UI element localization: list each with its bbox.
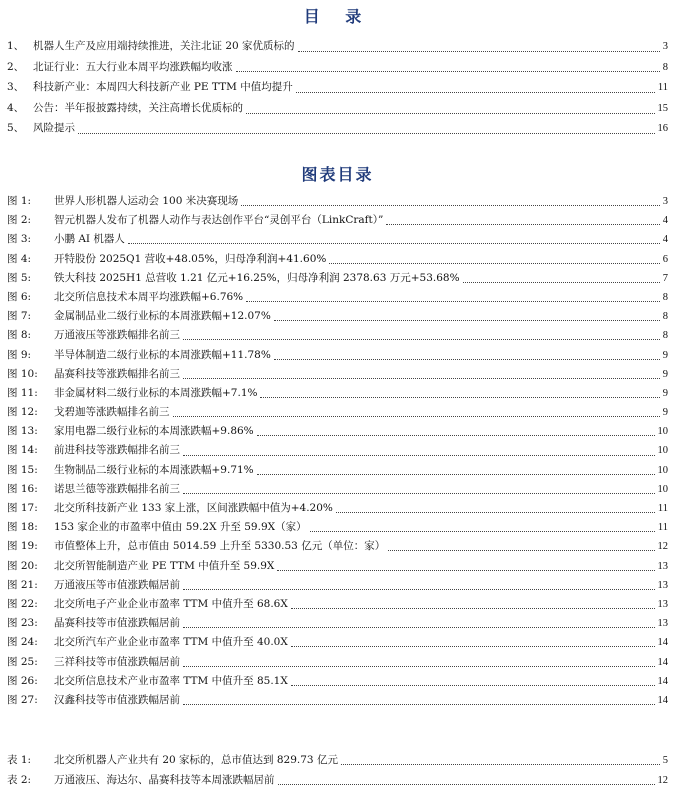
entry-number: 5、 bbox=[7, 122, 25, 135]
entry-title: 北交所智能制造产业 PE TTM 中值升至 59.9X bbox=[54, 559, 275, 572]
dot-leader bbox=[183, 378, 660, 379]
entry-number: 图 20: bbox=[7, 559, 38, 572]
entry-number: 3、 bbox=[7, 81, 25, 94]
toc-entry[interactable] bbox=[7, 59, 668, 80]
entry-title: 市值整体上升，总市值由 5014.59 上升至 5330.53 亿元（单位：家） bbox=[54, 540, 386, 553]
dot-leader bbox=[183, 627, 655, 628]
dot-leader bbox=[341, 764, 660, 765]
entry-title: 世界人形机器人运动会 100 米决赛现场 bbox=[54, 195, 239, 207]
page-number: 14 bbox=[657, 675, 668, 687]
figure-entry[interactable] bbox=[7, 347, 668, 366]
entry-title: 北交所电子产业企业市盈率 TTM 中值升至 68.6X bbox=[54, 597, 288, 610]
entry-number: 图 24: bbox=[7, 636, 38, 649]
dot-leader bbox=[274, 359, 660, 360]
figure-entry[interactable] bbox=[7, 673, 668, 692]
entry-number: 图 16: bbox=[7, 482, 38, 495]
page-number: 9 bbox=[662, 387, 668, 399]
dot-leader bbox=[128, 243, 660, 244]
entry-number: 2、 bbox=[7, 60, 25, 73]
entry-number: 图 2: bbox=[7, 214, 32, 227]
entry-number: 图 9: bbox=[7, 348, 32, 361]
entry-title: 公告：半年报披露持续，关注高增长优质标的 bbox=[33, 101, 243, 114]
dot-leader bbox=[183, 493, 655, 494]
figure-list bbox=[7, 193, 668, 711]
page-number: 3 bbox=[662, 196, 668, 207]
figure-entry[interactable] bbox=[7, 404, 668, 423]
figure-entry[interactable] bbox=[7, 462, 668, 481]
dot-leader bbox=[257, 435, 655, 436]
entry-number: 4、 bbox=[7, 101, 25, 114]
figure-entry[interactable] bbox=[7, 270, 668, 289]
entry-number: 图 10: bbox=[7, 367, 38, 380]
page-number: 8 bbox=[662, 330, 668, 342]
page-number: 14 bbox=[657, 656, 668, 668]
entry-number: 图 6: bbox=[7, 290, 32, 303]
entry-title: 北交所机器人产业共有 20 家标的，总市值达到 829.73 亿元 bbox=[54, 754, 338, 766]
entry-number: 表 2: bbox=[7, 773, 32, 786]
figure-entry[interactable] bbox=[7, 308, 668, 327]
entry-title: 家用电器二级行业标的本周涨跌幅+9.86% bbox=[54, 425, 254, 438]
page-number: 10 bbox=[657, 426, 668, 438]
figure-entry[interactable] bbox=[7, 423, 668, 442]
page-number: 11 bbox=[657, 503, 668, 514]
entry-title: 生物制品二级行业标的本周涨跌幅+9.71% bbox=[54, 463, 254, 476]
entry-title: 开特股份 2025Q1 营收+48.05%，归母净利润+41.60% bbox=[54, 252, 327, 265]
entry-title: 北交所信息技术产业市盈率 TTM 中值升至 85.1X bbox=[54, 674, 288, 687]
page-number: 11 bbox=[657, 522, 668, 534]
dot-leader bbox=[274, 320, 660, 321]
entry-number: 图 21: bbox=[7, 578, 38, 591]
page-number: 16 bbox=[657, 123, 668, 135]
entry-number: 图 25: bbox=[7, 655, 38, 668]
page-number: 13 bbox=[657, 560, 668, 572]
entry-title: 科技新产业：本周四大科技新产业 PE TTM 中值均提升 bbox=[33, 81, 293, 94]
toc-entry[interactable] bbox=[7, 120, 668, 141]
figure-entry[interactable] bbox=[7, 327, 668, 346]
dot-leader bbox=[388, 550, 654, 551]
figure-entry[interactable] bbox=[7, 251, 668, 270]
page-number: 10 bbox=[657, 483, 668, 495]
toc-list bbox=[7, 38, 668, 141]
dot-leader bbox=[183, 589, 655, 590]
entry-number: 图 3: bbox=[7, 233, 32, 246]
dot-leader bbox=[277, 570, 654, 571]
dot-leader bbox=[298, 51, 660, 52]
entry-number: 图 18: bbox=[7, 521, 38, 534]
dot-leader bbox=[183, 339, 660, 340]
page-number: 13 bbox=[657, 579, 668, 591]
toc-title: 目 录 bbox=[303, 7, 372, 26]
page-number: 13 bbox=[657, 618, 668, 630]
entry-number: 图 14: bbox=[7, 444, 38, 457]
entry-number: 图 27: bbox=[7, 693, 38, 706]
dot-leader bbox=[386, 224, 659, 225]
figure-entry[interactable] bbox=[7, 615, 668, 634]
figure-entry[interactable] bbox=[7, 366, 668, 385]
figure-entry[interactable] bbox=[7, 538, 668, 557]
entry-title: 诺思兰德等涨跌幅排名前三 bbox=[54, 482, 180, 495]
dot-leader bbox=[310, 531, 655, 532]
figure-entry[interactable] bbox=[7, 519, 668, 538]
entry-title: 三祥科技等市值涨跌幅居前 bbox=[54, 655, 180, 668]
page-number: 11 bbox=[657, 82, 668, 94]
entry-title: 万通液压等市值涨跌幅居前 bbox=[54, 578, 180, 591]
entry-title: 戈碧迦等涨跌幅排名前三 bbox=[54, 406, 170, 419]
page-number: 4 bbox=[662, 215, 668, 227]
entry-number: 图 13: bbox=[7, 425, 38, 438]
entry-number: 图 5: bbox=[7, 271, 32, 284]
page-number: 9 bbox=[662, 349, 668, 361]
page-number: 12 bbox=[657, 774, 668, 786]
table-list bbox=[7, 752, 668, 789]
table-entry[interactable] bbox=[7, 752, 668, 772]
page-number: 8 bbox=[662, 291, 668, 303]
entry-title: 北交所科技新产业 133 家上涨，区间涨跌幅中值为+4.20% bbox=[54, 502, 333, 514]
figure-entry[interactable] bbox=[7, 193, 668, 212]
figure-entry[interactable] bbox=[7, 212, 668, 231]
page-number: 7 bbox=[662, 272, 668, 284]
toc-entry[interactable] bbox=[7, 38, 668, 59]
page-number: 6 bbox=[662, 253, 668, 265]
figure-entry[interactable] bbox=[7, 634, 668, 653]
entry-number: 图 1: bbox=[7, 195, 32, 207]
dot-leader bbox=[257, 474, 655, 475]
entry-title: 铁大科技 2025H1 总营收 1.21 亿元+16.25%，归母净利润 2378.63 万元+53.68% bbox=[54, 271, 460, 284]
dot-leader bbox=[260, 397, 659, 398]
entry-number: 表 1: bbox=[7, 754, 32, 766]
entry-title: 智元机器人发布了机器人动作与表达创作平台“灵创平台（LinkCraft）” bbox=[54, 214, 384, 227]
figure-entry[interactable] bbox=[7, 289, 668, 308]
entry-number: 1、 bbox=[7, 40, 25, 52]
entry-number: 图 26: bbox=[7, 674, 38, 687]
figure-entry[interactable] bbox=[7, 442, 668, 461]
page-number: 15 bbox=[657, 102, 668, 114]
toc-entry[interactable] bbox=[7, 100, 668, 121]
entry-title: 万通液压等涨跌幅排名前三 bbox=[54, 329, 180, 342]
entry-number: 图 7: bbox=[7, 310, 32, 323]
dot-leader bbox=[336, 512, 655, 513]
page-number: 14 bbox=[657, 694, 668, 706]
figure-entry[interactable] bbox=[7, 654, 668, 673]
figure-entry[interactable] bbox=[7, 481, 668, 500]
entry-title: 机器人生产及应用端持续推进，关注北证 20 家优质标的 bbox=[33, 40, 295, 52]
entry-number: 图 12: bbox=[7, 406, 38, 419]
page-number: 9 bbox=[662, 368, 668, 380]
entry-number: 图 15: bbox=[7, 463, 38, 476]
entry-number: 图 22: bbox=[7, 597, 38, 610]
entry-title: 风险提示 bbox=[33, 122, 75, 135]
entry-title: 晶赛科技等涨跌幅排名前三 bbox=[54, 367, 180, 380]
figure-entry[interactable] bbox=[7, 596, 668, 615]
entry-number: 图 4: bbox=[7, 252, 32, 265]
page-number: 14 bbox=[657, 637, 668, 649]
page-number: 4 bbox=[662, 234, 668, 246]
figure-list-title: 图表目录 bbox=[301, 165, 374, 184]
dot-leader bbox=[173, 416, 660, 417]
entry-title: 前进科技等涨跌幅排名前三 bbox=[54, 444, 180, 457]
entry-title: 非金属材料二级行业标的本周涨跌幅+7.1% bbox=[54, 386, 258, 399]
figure-entry[interactable] bbox=[7, 558, 668, 577]
page-number: 8 bbox=[662, 61, 668, 73]
page-number: 3 bbox=[662, 41, 668, 52]
entry-title: 153 家企业的市盈率中值由 59.2X 升至 59.9X（家） bbox=[54, 521, 307, 534]
toc-entry[interactable] bbox=[7, 79, 668, 100]
dot-leader bbox=[291, 685, 655, 686]
entry-title: 半导体制造二级行业标的本周涨跌幅+11.78% bbox=[54, 348, 271, 361]
entry-number: 图 17: bbox=[7, 502, 38, 514]
dot-leader bbox=[291, 608, 655, 609]
page-number: 13 bbox=[657, 598, 668, 610]
figure-entry[interactable] bbox=[7, 577, 668, 596]
table-entry[interactable] bbox=[7, 772, 668, 789]
dot-leader bbox=[463, 282, 660, 283]
dot-leader bbox=[291, 646, 655, 647]
entry-title: 万通液压、海达尔、晶赛科技等本周涨跌幅居前 bbox=[54, 773, 275, 786]
entry-title: 小鹏 AI 机器人 bbox=[54, 233, 125, 246]
page-number: 9 bbox=[662, 407, 668, 419]
dot-leader bbox=[246, 113, 655, 114]
dot-leader bbox=[236, 71, 660, 72]
entry-title: 金属制品业二级行业标的本周涨跌幅+12.07% bbox=[54, 310, 271, 323]
entry-number: 图 11: bbox=[7, 386, 38, 399]
figure-entry[interactable] bbox=[7, 385, 668, 404]
entry-number: 图 8: bbox=[7, 329, 32, 342]
dot-leader bbox=[183, 704, 655, 705]
dot-leader bbox=[78, 133, 655, 134]
figure-entry[interactable] bbox=[7, 500, 668, 519]
page-number: 5 bbox=[662, 755, 668, 766]
entry-title: 汉鑫科技等市值涨跌幅居前 bbox=[54, 693, 180, 706]
figure-entry[interactable] bbox=[7, 231, 668, 250]
entry-number: 图 19: bbox=[7, 540, 38, 553]
entry-number: 图 23: bbox=[7, 617, 38, 630]
entry-title: 北交所汽车产业企业市盈率 TTM 中值升至 40.0X bbox=[54, 636, 288, 649]
page-number: 10 bbox=[657, 445, 668, 457]
dot-leader bbox=[278, 784, 655, 785]
entry-title: 北证行业：五大行业本周平均涨跌幅均收涨 bbox=[33, 60, 233, 73]
dot-leader bbox=[183, 666, 655, 667]
figure-entry[interactable] bbox=[7, 692, 668, 711]
dot-leader bbox=[241, 205, 660, 206]
page-number: 12 bbox=[657, 541, 668, 553]
entry-title: 北交所信息技术本周平均涨跌幅+6.76% bbox=[54, 290, 244, 303]
page-number: 8 bbox=[662, 311, 668, 323]
page-number: 10 bbox=[657, 464, 668, 476]
dot-leader bbox=[246, 301, 660, 302]
dot-leader bbox=[183, 455, 655, 456]
dot-leader bbox=[296, 92, 655, 93]
entry-title: 晶赛科技等市值涨跌幅居前 bbox=[54, 617, 180, 630]
dot-leader bbox=[329, 263, 659, 264]
